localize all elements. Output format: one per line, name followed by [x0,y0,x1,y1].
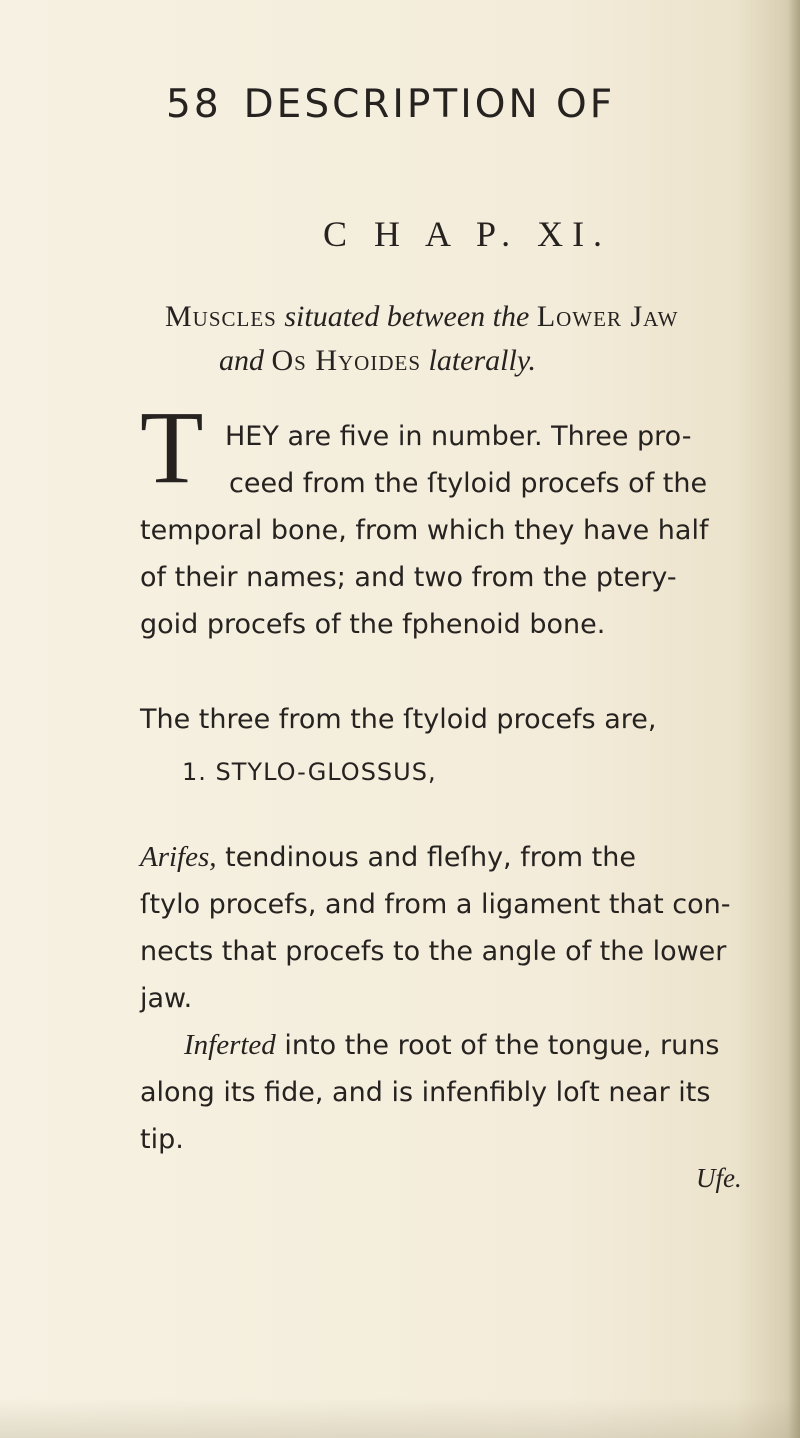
inserted-line-1 [184,1022,800,1069]
subtitle-os-hyoides: Os Hyoides [271,344,422,377]
paragraph-1-line-4: of their names; and two from the ptery- [140,562,677,593]
inserted-lead: Inferted [184,1029,276,1061]
arises-line-1-rest: tendinous and fleſhy, from the [216,842,636,873]
catchword: Ufe. [696,1163,742,1193]
page-edge-shadow [788,0,800,1438]
chapter-heading: C H A P. XI. [323,214,612,254]
drop-cap: T [140,390,204,505]
arises-line-1 [140,834,758,881]
paragraph-1-line-1: HEY are five in number. Three pro- [225,421,692,452]
arises-line-4: jaw. [140,983,193,1014]
subtitle-laterally: laterally. [421,344,537,377]
running-title: DESCRIPTION OF [243,82,616,127]
arises-line-3: nects that procefs to the angle of the lower [140,936,727,967]
page-bottom-shadow [0,1398,800,1438]
chapter-subtitle-line-2 [219,344,800,378]
muscle-heading: 1. STYLO-GLOSSUS, [182,758,437,786]
inserted-line-2: along its fide, and is infenfibly loſt near its [140,1077,711,1108]
inserted-line-1-rest: into the root of the tongue, runs [275,1030,720,1061]
arises-line-2: ſtylo procefs, and from a ligament that con- [140,889,731,920]
running-head [166,82,615,127]
subtitle-and: and [219,344,272,377]
subtitle-situated: situated between the [276,300,537,333]
paragraph-2: The three from the ſtyloid procefs are, [140,704,657,735]
arises-lead: Arifes, [140,841,217,873]
chapter-subtitle-line-1 [165,300,800,334]
inserted-line-3: tip. [140,1124,184,1155]
subtitle-lower-jaw: Lower Jaw [536,300,679,333]
paragraph-1-line-5: goid procefs of the fphenoid bone. [140,609,606,640]
subtitle-muscles: Muscles [165,300,277,333]
paragraph-1-line-2: ceed from the ſtyloid procefs of the [229,468,708,499]
page-number: 58 [166,82,222,127]
paragraph-1-line-3: temporal bone, from which they have half [140,515,709,546]
